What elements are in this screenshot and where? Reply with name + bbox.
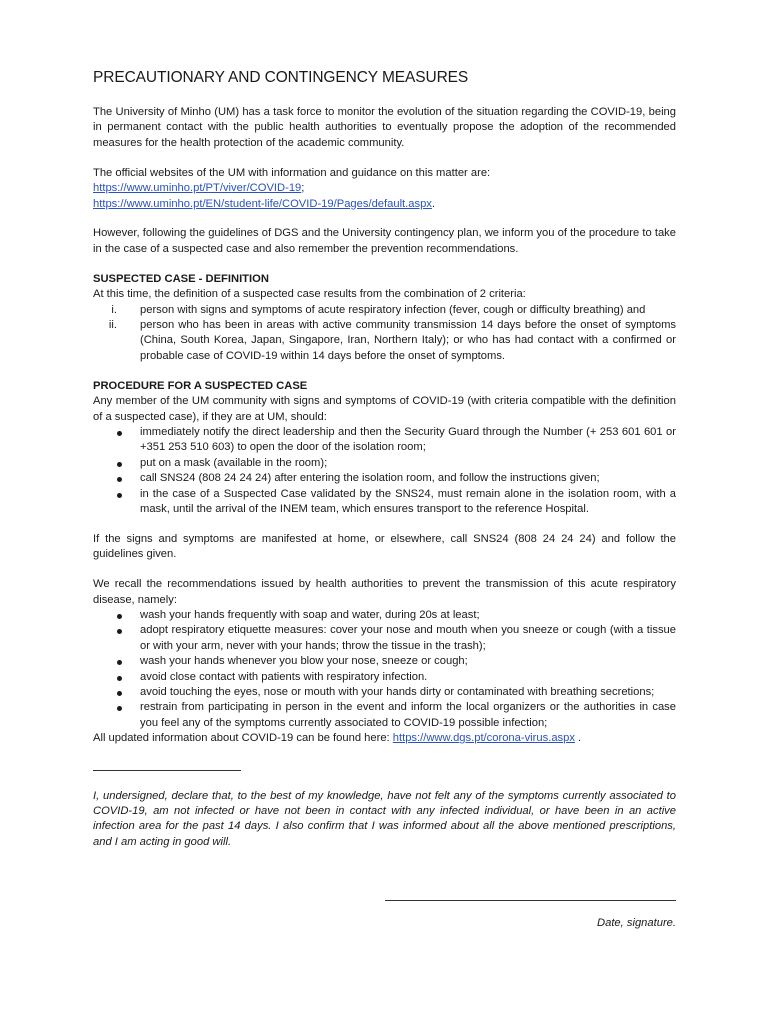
recommendations-list [93, 608, 676, 731]
suspected-case-intro: At this time, the definition of a suspected case results from the combination of 2 criteria: [93, 288, 526, 301]
updates-suffix: . [574, 732, 582, 745]
list-item [93, 303, 676, 318]
criteria-list [93, 303, 676, 365]
signature-caption: Date, signature. [597, 917, 676, 929]
bullet-icon [117, 477, 122, 482]
bullet-icon [117, 462, 122, 467]
list-item-text: restrain from participating in person in the event and inform the local organizers or the authorities in case you feel any of the symptoms currently associated to COVID-19 possible infection; [140, 701, 676, 729]
signature-line [385, 900, 676, 901]
list-item [93, 670, 676, 685]
bullet-icon [117, 676, 122, 681]
intro-paragraph: The University of Minho (UM) has a task force to monitor the evolution of the situation regarding the COVID-19, being in permanent contact with the public health authorities to eventually propose the adoption of the recommended measures for the health protection of the academic community. [93, 106, 676, 149]
procedure-intro-paragraph: However, following the guidelines of DGS and the University contingency plan, we inform you of the procedure to take in the case of a suspected case and also remember the prevention recommendations. [93, 227, 676, 255]
list-item-text: person who has been in areas with active community transmission 14 days before the onset of symptoms (China, South Korea, Japan, Singapore, Iran, Northern Italy); or who has had contact with a confirmed or probable case of COVID-19 within 14 days before the onset of symptoms. [140, 318, 676, 362]
list-item [93, 487, 676, 518]
bullet-icon [117, 691, 122, 696]
list-item-text: avoid touching the eyes, nose or mouth with your hands dirty or contaminated with breathing secretions; [140, 686, 655, 698]
websites-intro: The official websites of the UM with information and guidance on this matter are: [93, 166, 491, 179]
list-number: i. [111, 303, 117, 316]
bullet-icon [117, 493, 122, 498]
link-uminho-en[interactable]: https://www.uminho.pt/EN/student-life/COVID-19/Pages/default.aspx [93, 197, 432, 210]
list-item [93, 471, 676, 486]
list-number: ii. [108, 318, 117, 331]
bullet-icon [117, 706, 122, 711]
bullet-icon [117, 660, 122, 665]
list-item-text: avoid close contact with patients with respiratory infection. [140, 670, 428, 683]
link-line-2 [93, 197, 676, 212]
procedure-list [93, 425, 676, 517]
list-item-text: wash your hands whenever you blow your nose, sneeze or cough; [140, 655, 468, 668]
divider [93, 770, 241, 771]
list-item [93, 608, 676, 623]
list-item-text: immediately notify the direct leadership and then the Security Guard through the Number (+ 253 601 601 or +351 253 510 603) to open the door of the isolation room; [140, 425, 676, 454]
list-item [93, 654, 676, 669]
list-item-text: in the case of a Suspected Case validated by the SNS24, must remain alone in the isolation room, with a mask, until the arrival of the INEM team, which ensures transport to the reference Hospital. [140, 487, 676, 515]
list-item [93, 623, 676, 654]
suspected-case-heading: SUSPECTED CASE - DEFINITION [93, 272, 269, 285]
bullet-icon [117, 629, 122, 634]
procedure-heading: PROCEDURE FOR A SUSPECTED CASE [93, 379, 308, 392]
declaration-text: I, undersigned, declare that, to the best of my knowledge, have not felt any of the symptoms currently associated to COVID-19, am not infected or have not been in contact with any infected individual, or have been in an active infection area for the past 14 days. I also confirm that I was informed about all the above mentioned prescriptions, and I am acting in good will. [93, 789, 676, 848]
procedure-intro: Any member of the UM community with signs and symptoms of COVID-19 (with criteria compatible with the definition of a suspected case), if they are at UM, should: [93, 395, 676, 423]
list-item [93, 318, 676, 364]
recommendations-intro: We recall the recommendations issued by health authorities to prevent the transmission of this acute respiratory disease, namely: [93, 578, 676, 606]
list-item-text: person with signs and symptoms of acute respiratory infection (fever, cough or difficulty breathing) and [140, 303, 646, 316]
list-item [93, 425, 676, 456]
link1-suffix: ; [301, 182, 305, 195]
bullet-icon [117, 431, 122, 436]
bullet-icon [117, 614, 122, 619]
link-dgs[interactable]: https://www.dgs.pt/corona-virus.aspx [392, 732, 575, 745]
list-item [93, 700, 676, 731]
list-item-text: call SNS24 (808 24 24 24) after entering the isolation room, and follow the instructions given; [140, 472, 600, 485]
updates-prefix: All updated information about COVID-19 can be found here: [93, 732, 393, 745]
list-item [93, 685, 676, 700]
list-item-text: wash your hands frequently with soap and water, during 20s at least; [140, 608, 480, 621]
home-note: If the signs and symptoms are manifested at home, or elsewhere, call SNS24 (808 24 24 24) and follow the guidelines given. [93, 532, 676, 561]
list-item-text: put on a mask (available in the room); [140, 456, 328, 469]
link-uminho-pt[interactable]: https://www.uminho.pt/PT/viver/COVID-19 [93, 182, 302, 195]
list-item [93, 456, 676, 471]
link-line-1 [93, 181, 676, 196]
page-title: PRECAUTIONARY AND CONTINGENCY MEASURES [93, 69, 469, 86]
list-item-text: adopt respiratory etiquette measures: cover your nose and mouth when you sneeze or cough (with a tissue or with your arm, never with your hands; throw the tissue in the trash); [140, 624, 676, 652]
updates-line [93, 731, 676, 746]
link2-suffix: . [431, 197, 436, 210]
